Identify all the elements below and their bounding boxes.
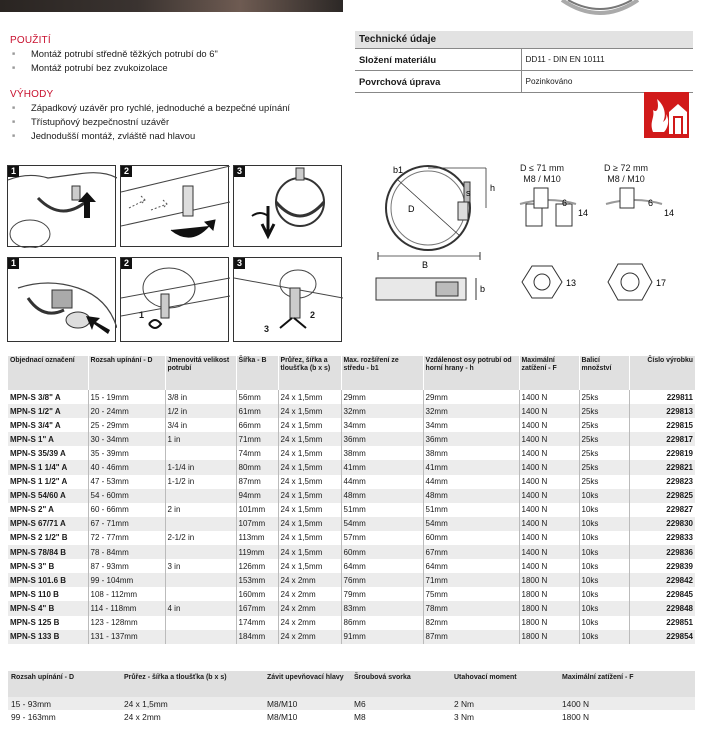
table-cell: MPN-S 1" A (8, 432, 88, 446)
product-table-header (8, 356, 695, 390)
table-cell: 229819 (629, 446, 695, 460)
nut-left-dim-c: 13 (566, 278, 577, 288)
table-cell: 160mm (236, 587, 278, 601)
table-cell: 24 x 1,5mm (278, 404, 341, 418)
table-cell: 24 x 2mm (278, 573, 341, 587)
table-cell: 30 - 34mm (88, 432, 165, 446)
table-cell: M6 (351, 697, 451, 710)
table-cell: 35 - 39mm (88, 446, 165, 460)
table-cell: 10ks (579, 630, 629, 644)
table-cell: 1 in (165, 432, 236, 446)
table-cell: 1400 N (519, 503, 579, 517)
nut-left-dim-b: 14 (578, 208, 589, 218)
table-cell: 229817 (629, 432, 695, 446)
table-row (8, 404, 695, 418)
table-cell: 57mm (341, 531, 423, 545)
step-number: 2 (121, 166, 132, 177)
table-cell: 24 x 1,5mm (278, 460, 341, 474)
table-cell: 24 x 1,5mm (278, 432, 341, 446)
table-cell: 25ks (579, 404, 629, 418)
table-cell: 24 x 2mm (278, 587, 341, 601)
table-row (8, 531, 695, 545)
table-cell: 1/2 in (165, 404, 236, 418)
dim-label-D: D (408, 204, 415, 214)
table-cell: MPN-S 1/2" A (8, 404, 88, 418)
table-cell: 25ks (579, 390, 629, 404)
dim-label-h: h (490, 183, 496, 193)
table-cell: 44mm (341, 475, 423, 489)
step-top-2 (120, 165, 229, 247)
table-cell: 60mm (423, 531, 519, 545)
table-cell: 56mm (236, 390, 278, 404)
list-item: ■ Jednodušší montáž, zvláště nad hlavou (10, 129, 290, 143)
table-cell: 29mm (423, 390, 519, 404)
table-cell: 61mm (236, 404, 278, 418)
table-cell: 32mm (341, 404, 423, 418)
table-cell: 87mm (236, 475, 278, 489)
surface-value: Pozinkováno (521, 71, 693, 93)
table-cell (165, 489, 236, 503)
table-cell: 229825 (629, 489, 695, 503)
summary-table-body (8, 697, 695, 723)
table-cell: 25ks (579, 460, 629, 474)
step-bottom-1 (7, 257, 116, 342)
table-cell: 1-1/4 in (165, 460, 236, 474)
table-cell: 71mm (236, 432, 278, 446)
table-cell: 24 x 1,5mm (278, 517, 341, 531)
table-cell: MPN-S 4" B (8, 601, 88, 615)
table-cell: 153mm (236, 573, 278, 587)
step-number: 3 (234, 258, 245, 269)
table-cell: 24 x 1,5mm (121, 697, 264, 710)
table-row (8, 710, 695, 723)
list-item: ■ Třístupňový bezpečnostní uzávěr (10, 115, 290, 129)
step-bottom-3 (233, 257, 342, 342)
table-row (8, 545, 695, 559)
table-cell: 82mm (423, 616, 519, 630)
nut-left-line1: D ≤ 71 mm (520, 163, 564, 173)
table-cell: 76mm (341, 573, 423, 587)
table-cell: 3 Nm (454, 711, 475, 722)
table-cell: 1400 N (519, 404, 579, 418)
table-cell: 99 - 104mm (88, 573, 165, 587)
table-cell: 184mm (236, 630, 278, 644)
table-cell: 24 x 1,5mm (278, 446, 341, 460)
nut-right-dim-c: 17 (656, 278, 667, 288)
table-cell: 2 in (165, 503, 236, 517)
nut-right-line1: D ≥ 72 mm (604, 163, 648, 173)
table-cell: 15 - 93mm (8, 697, 121, 710)
table-cell: 25ks (579, 475, 629, 489)
table-cell: MPN-S 110 B (10, 589, 59, 599)
col-header: Průřez, šířka a tloušťka (b x s) (278, 356, 341, 390)
table-row (8, 601, 695, 615)
table-cell: 1400 N (519, 559, 579, 573)
table-cell (165, 587, 236, 601)
table-cell: 36mm (423, 432, 519, 446)
table-cell: MPN-S 67/71 A (8, 517, 88, 531)
table-cell: 74mm (236, 446, 278, 460)
table-cell: 64mm (341, 559, 423, 573)
table-cell: 3/4 in (165, 418, 236, 432)
table-cell: MPN-S 101.6 B (8, 573, 88, 587)
col-header: Rozsah upínání - D (88, 356, 165, 390)
table-cell: 10ks (579, 503, 629, 517)
table-cell: 1400 N (519, 531, 579, 545)
step-number: 1 (8, 258, 19, 269)
table-cell: 38mm (341, 446, 423, 460)
list-item: ■ Montáž potrubí středně těžkých potrubí do 6" (10, 47, 218, 61)
table-cell: 24 x 1,5mm (278, 390, 341, 404)
table-cell: 229833 (629, 531, 695, 545)
step-number: 2 (121, 258, 132, 269)
table-cell: 1400 N (519, 475, 579, 489)
table-row (8, 475, 695, 489)
table-cell: MPN-S 133 B (8, 630, 88, 644)
table-cell: 75mm (423, 587, 519, 601)
table-cell: 51mm (341, 503, 423, 517)
material-value: DD11 - DIN EN 10111 (521, 49, 693, 71)
nut-right-label (604, 163, 648, 185)
table-cell: 4 in (165, 601, 236, 615)
table-cell: 91mm (341, 630, 423, 644)
table-cell: MPN-S 2" A (10, 505, 54, 515)
col-header: Číslo výrobku (629, 356, 695, 390)
table-cell: 229811 (629, 390, 695, 404)
table-cell (165, 517, 236, 531)
table-cell: 1400 N (519, 390, 579, 404)
table-cell: 174mm (236, 616, 278, 630)
table-cell: 119mm (236, 545, 278, 559)
features-title: POUŽITÍ (10, 35, 51, 46)
table-cell: 48mm (423, 489, 519, 503)
table-cell: 1400 N (519, 489, 579, 503)
step-number: 1 (8, 166, 19, 177)
table-cell: 1400 N (519, 446, 579, 460)
surface-label: Povrchová úprava (355, 71, 521, 93)
table-cell: 29mm (341, 390, 423, 404)
table-row (8, 697, 695, 710)
table-cell: 1-1/2 in (165, 475, 236, 489)
table-cell: 24 x 2mm (124, 711, 161, 722)
dim-label-B: B (422, 260, 429, 270)
nut-left-line2: M8 / M10 (523, 174, 561, 184)
table-cell: 229848 (629, 601, 695, 615)
table-cell: 41mm (423, 460, 519, 474)
table-cell: 24 x 1,5mm (278, 503, 341, 517)
table-cell: 25ks (579, 432, 629, 446)
table-cell: 1800 N (519, 616, 579, 630)
product-photo-ring (560, 0, 640, 16)
table-cell: 2 Nm (451, 697, 559, 710)
table-cell: 60 - 66mm (88, 503, 165, 517)
summary-table (8, 671, 695, 723)
table-cell: 66mm (236, 418, 278, 432)
table-row (8, 432, 695, 446)
nut-left-label (520, 163, 564, 185)
table-cell: 1800 N (519, 630, 579, 644)
table-cell: 229823 (629, 475, 695, 489)
table-cell: 10ks (579, 531, 629, 545)
table-cell: 64mm (423, 559, 519, 573)
table-cell: 10ks (579, 545, 629, 559)
table-cell: 99 - 163mm (11, 711, 56, 722)
col-header: Jmenovitá velikost potrubí (165, 356, 236, 390)
table-cell (165, 446, 236, 460)
table-cell: 24 x 1,5mm (278, 531, 341, 545)
table-cell: 48mm (341, 489, 423, 503)
product-photo-strip (0, 0, 343, 12)
step-number: 3 (234, 166, 245, 177)
table-cell: 167mm (236, 601, 278, 615)
table-cell: 10ks (579, 517, 629, 531)
table-row (8, 517, 695, 531)
table-row (8, 559, 695, 573)
table-cell: 1800 N (519, 573, 579, 587)
table-cell: MPN-S 78/84 B (8, 545, 88, 559)
table-row (8, 460, 695, 474)
fire-protection-icon (644, 92, 689, 138)
table-cell: 34mm (341, 418, 423, 432)
col-header: Závit upevňovací hlavy (264, 671, 351, 697)
table-cell: 34mm (423, 418, 519, 432)
table-cell: 24 x 1,5mm (278, 559, 341, 573)
table-cell: 86mm (341, 616, 423, 630)
table-cell (165, 545, 236, 559)
table-cell: 67 - 71mm (88, 517, 165, 531)
table-cell: 2-1/2 in (165, 531, 236, 545)
table-cell: 24 x 2mm (278, 616, 341, 630)
table-cell: 107mm (236, 517, 278, 531)
table-cell (165, 630, 236, 644)
table-cell: 229830 (629, 517, 695, 531)
table-cell: 38mm (423, 446, 519, 460)
table-cell: 15 - 19mm (88, 390, 165, 404)
table-row (8, 630, 695, 644)
step-top-1 (7, 165, 116, 247)
table-cell: 1400 N (519, 418, 579, 432)
list-item: ■ Západkový uzávěr pro rychlé, jednoduché a bezpečné upínání (10, 101, 290, 115)
nut-right-dim-a: 6 (648, 198, 654, 208)
table-cell: 20 - 24mm (88, 404, 165, 418)
technical-data-title: Technické údaje (355, 31, 693, 49)
table-cell: 10ks (579, 559, 629, 573)
table-cell: 25ks (579, 446, 629, 460)
table-cell: 114 - 118mm (88, 601, 165, 615)
col-header: Maximální zatížení - F (519, 356, 579, 390)
table-cell: 229845 (629, 587, 695, 601)
table-cell: 32mm (423, 404, 519, 418)
table-row (8, 418, 695, 432)
table-cell: 1400 N (519, 517, 579, 531)
table-cell: 24 x 2mm (278, 601, 341, 615)
table-cell: 80mm (236, 460, 278, 474)
step-annotation: 2 (310, 310, 316, 320)
table-cell: 87mm (423, 630, 519, 644)
table-cell: 101mm (236, 503, 278, 517)
dim-label-s: s (466, 188, 471, 198)
col-header: Objednací označení (8, 356, 88, 390)
col-header: Balicí množství (579, 356, 629, 390)
table-cell: 10ks (579, 587, 629, 601)
product-table (8, 356, 695, 644)
table-cell: M8/M10 (267, 711, 298, 722)
table-cell: M8 (354, 711, 366, 722)
table-cell: 24 x 1,5mm (278, 418, 341, 432)
table-cell: 1400 N (519, 460, 579, 474)
benefits-title: VÝHODY (10, 89, 54, 100)
table-cell: MPN-S 3/4" A (10, 420, 61, 430)
col-header: Šířka - B (236, 356, 278, 390)
table-row (8, 446, 695, 460)
table-cell: MPN-S 54/60 A (8, 489, 88, 503)
table-cell: 229842 (629, 573, 695, 587)
table-cell: 229815 (629, 418, 695, 432)
col-header: Šroubová svorka (351, 671, 451, 697)
table-row (8, 573, 695, 587)
table-cell: MPN-S 1 1/4" A (8, 460, 88, 474)
table-cell: 229813 (629, 404, 695, 418)
table-cell: 78 - 84mm (88, 545, 165, 559)
table-cell: MPN-S 3" B (10, 561, 55, 571)
table-cell: 87 - 93mm (88, 559, 165, 573)
table-cell: 78mm (423, 601, 519, 615)
table-cell: 54mm (341, 517, 423, 531)
col-header: Utahovací moment (451, 671, 559, 697)
nut-right-line2: M8 / M10 (607, 174, 645, 184)
table-cell: 229839 (629, 559, 695, 573)
table-cell: 123 - 128mm (88, 616, 165, 630)
col-header: Max. rozšíření ze středu - b1 (341, 356, 423, 390)
table-cell (165, 616, 236, 630)
col-header: Maximální zatížení - F (559, 671, 695, 697)
table-cell: 83mm (341, 601, 423, 615)
step-annotation: 1 (139, 310, 145, 320)
table-cell: 44mm (423, 475, 519, 489)
table-cell: 25ks (579, 418, 629, 432)
col-header: Rozsah upínání - D (8, 671, 121, 697)
table-cell: 94mm (236, 489, 278, 503)
table-cell: 54 - 60mm (88, 489, 165, 503)
table-cell: 51mm (423, 503, 519, 517)
table-cell: 1800 N (519, 587, 579, 601)
table-cell: 10ks (579, 616, 629, 630)
table-cell: MPN-S 125 B (10, 618, 60, 628)
table-cell: 24 x 1,5mm (278, 475, 341, 489)
benefits-list (10, 101, 290, 143)
table-cell: 24 x 2mm (278, 630, 341, 644)
table-cell: 131 - 137mm (88, 630, 165, 644)
table-cell: MPN-S 35/39 A (10, 448, 66, 458)
table-cell: 1800 N (519, 601, 579, 615)
table-row (8, 390, 695, 404)
table-cell (165, 573, 236, 587)
table-cell: 40 - 46mm (88, 460, 165, 474)
table-cell: 47 - 53mm (88, 475, 165, 489)
table-cell: 229854 (629, 630, 695, 644)
table-cell: 60mm (341, 545, 423, 559)
summary-table-header (8, 671, 695, 697)
table-cell: 1400 N (559, 697, 695, 710)
table-cell: 229827 (629, 503, 695, 517)
table-cell: 10ks (579, 573, 629, 587)
table-cell: MPN-S 3/8" A (10, 392, 61, 402)
table-cell: 67mm (423, 545, 519, 559)
table-row (8, 616, 695, 630)
table-cell: 229836 (629, 545, 695, 559)
table-row (8, 587, 695, 601)
table-cell: MPN-S 1 1/2" A (10, 477, 68, 487)
table-cell: 24 x 1,5mm (278, 489, 341, 503)
table-cell: 1800 N (562, 711, 590, 722)
nut-left-dim-a: 6 (562, 198, 568, 208)
table-cell: 36mm (341, 432, 423, 446)
table-row (8, 489, 695, 503)
table-cell: 24 x 1,5mm (278, 545, 341, 559)
table-cell: MPN-S 2 1/2" B (10, 533, 68, 543)
technical-data-table (355, 31, 693, 93)
table-cell: 41mm (341, 460, 423, 474)
step-top-3 (233, 165, 342, 247)
table-cell: 25 - 29mm (88, 418, 165, 432)
list-item: ■ Montáž potrubí bez zvukoizolace (10, 61, 218, 75)
table-row (8, 503, 695, 517)
features-list (10, 47, 218, 75)
table-cell: 10ks (579, 489, 629, 503)
table-cell: 10ks (579, 601, 629, 615)
table-cell: 54mm (423, 517, 519, 531)
table-cell: 113mm (236, 531, 278, 545)
dim-label-b1: b1 (393, 165, 404, 175)
dim-label-b: b (480, 284, 486, 294)
table-cell: 1400 N (519, 545, 579, 559)
table-cell: 71mm (423, 573, 519, 587)
table-cell: 126mm (236, 559, 278, 573)
product-table-body (8, 390, 695, 644)
table-cell: 3/8 in (165, 390, 236, 404)
material-label: Složení materiálu (355, 49, 521, 71)
table-cell: 1400 N (519, 432, 579, 446)
table-cell: 229851 (629, 616, 695, 630)
col-header: Vzdálenost osy potrubí od horní hrany - h (423, 356, 519, 390)
step-bottom-2 (120, 257, 229, 342)
step-annotation: 3 (264, 324, 270, 334)
col-header: Průřez - šířka a tloušťka (b x s) (121, 671, 264, 697)
table-cell: 229821 (629, 460, 695, 474)
table-cell: M8/M10 (264, 697, 351, 710)
nut-right-dim-b: 14 (664, 208, 675, 218)
table-cell: 108 - 112mm (88, 587, 165, 601)
table-cell: 3 in (165, 559, 236, 573)
table-cell: 72 - 77mm (88, 531, 165, 545)
table-cell: 79mm (341, 587, 423, 601)
